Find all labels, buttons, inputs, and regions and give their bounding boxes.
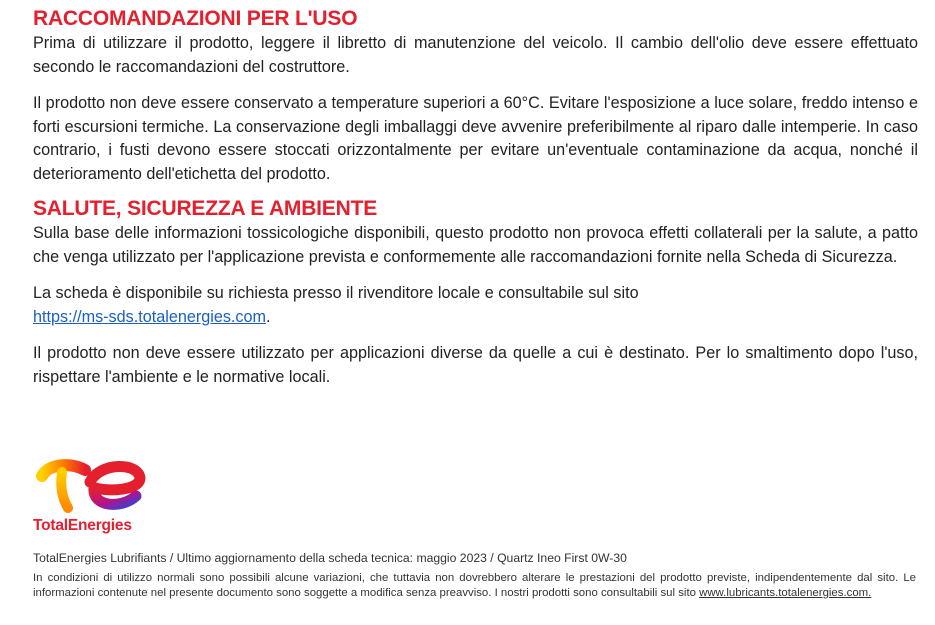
sds-link[interactable]: https://ms-sds.totalenergies.com xyxy=(33,307,267,326)
health-paragraph-2: La scheda è disponibile su richiesta presso il rivenditore locale e consultabile sul sito https://ms-sds.totalenergies.com. xyxy=(33,284,639,326)
footer-update-line: TotalEnergies Lubrifiants / Ultimo aggiornamento della scheda tecnica: maggio 2023 / Quartz Ineo First 0W-30 xyxy=(33,551,627,565)
section-title-usage: RACCOMANDAZIONI PER L'USO xyxy=(33,7,358,30)
footer xyxy=(33,550,916,601)
health-paragraph-3: Il prodotto non deve essere utilizzato per applicazioni diverse da quelle a cui è destinato. Per lo smaltimento dopo l'uso, rispettare l'ambiente e le normative locali. xyxy=(33,344,918,386)
usage-paragraph-1: Prima di utilizzare il prodotto, leggere il libretto di manutenzione del veicolo. Il cambio dell'olio deve essere effettuato secondo le raccomandazioni del costruttore. xyxy=(33,34,918,76)
section-title-health: SALUTE, SICUREZZA E AMBIENTE xyxy=(33,197,378,220)
usage-paragraph-2: Il prodotto non deve essere conservato a temperature superiori a 60°C. Evitare l'esposizione a luce solare, freddo intenso e forti escursioni termiche. La conservazione degli imballaggi deve avvenire preferibilmente al riparo dalle intemperie. In caso contrario, i fusti devono essere stoccati orizzontalmente per evitare un'eventuale contaminazione da acqua, nonché il deterioramento dell'etichetta del prodotto. xyxy=(33,94,918,183)
footer-disclaimer: In condizioni di utilizzo normali sono possibili alcune variazioni, che tuttavia non dovrebbero alterare le prestazioni del prodotto previste, indipendentemente dal sito. Le informazioni contenute nel presente documento sono soggette a modifica senza preavviso. I nostri prodotti sono consultabili sul sito www.lubricants.totalenergies.com. xyxy=(33,572,916,599)
document-body xyxy=(33,6,918,389)
sds-text: La scheda è disponibile su richiesta presso il rivenditore locale e consultabile sul sito xyxy=(33,284,639,302)
health-paragraph-1: Sulla base delle informazioni tossicologiche disponibili, questo prodotto non provoca effetti collaterali per la salute, a patto che venga utilizzato per l'applicazione prevista e conformemente alle raccomandazioni fornite nella Scheda di Sicurezza. xyxy=(33,224,918,266)
lubricants-link[interactable]: www.lubricants.totalenergies.com. xyxy=(699,587,872,599)
brand-name: TotalEnergies xyxy=(33,517,132,534)
